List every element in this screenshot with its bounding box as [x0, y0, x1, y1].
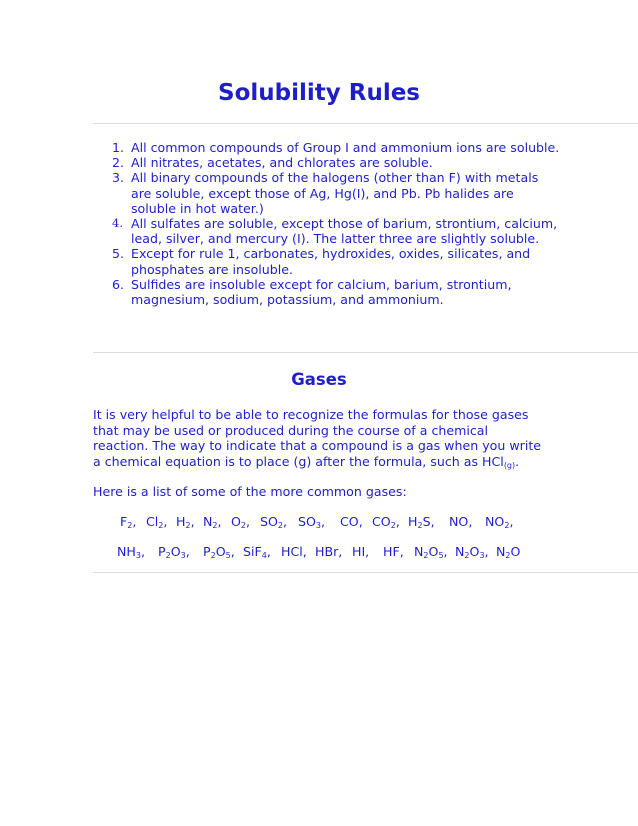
list-item-text: All sulfates are soluble, except those of barium, strontium, calcium, lead, silver, and mercury (I). The latter three are slightly soluble. — [131, 216, 558, 247]
gas-formula: CO, — [340, 514, 363, 529]
list-item-text: Sulfides are insoluble except for calcium, barium, strontium, magnesium, sodium, potassium, and ammonium. — [131, 276, 512, 308]
gas-formula: $CO_2$, — [372, 514, 400, 530]
list-item — [112, 216, 562, 246]
gases-intro-end: . — [515, 453, 520, 469]
gas-formula: HBr, — [315, 544, 343, 559]
gas-formula: HI, — [352, 544, 370, 559]
list-item — [112, 246, 562, 276]
list-item — [112, 155, 562, 170]
gas-formula: $N_2O$ — [496, 544, 521, 560]
gases-heading: Gases — [291, 370, 347, 389]
gas-formula: HCl, — [281, 544, 307, 559]
gas-formula: $P_2O_5$, — [203, 544, 235, 560]
gas-formula: $Cl_2$, — [146, 514, 168, 530]
list-item-text: All common compounds of Group I and ammonium ions are soluble. — [131, 140, 560, 155]
gas-formula: NO, — [449, 514, 473, 529]
gas-formula: $SO_2$, — [260, 514, 288, 530]
gas-formula: $N_2O_3$, — [455, 544, 489, 560]
divider-top — [93, 123, 638, 124]
gas-state-subscript: (g) — [503, 460, 516, 470]
list-item — [112, 170, 562, 216]
list-item-number: 1. — [112, 140, 125, 155]
list-item — [112, 277, 562, 307]
gases-intro-text: It is very helpful to be able to recognize the formulas for those gases that may be used or produced during the course of a chemical reaction. The way to indicate that a compound is a gas when you write a chemical equation is to place (g) after the formula, such as HCl — [93, 407, 542, 469]
list-item-text: Except for rule 1, carbonates, hydroxides, oxides, silicates, and phosphates are insoluble. — [131, 246, 531, 277]
gas-formula: $H_2$, — [176, 514, 195, 530]
gas-formula: $N_2$, — [203, 514, 222, 530]
list-item — [112, 140, 562, 155]
gases-list-intro: Here is a list of some of the more common gases: — [93, 484, 407, 499]
list-item-number: 5. — [112, 246, 125, 262]
gas-formula: $F_2$, — [120, 514, 137, 530]
list-item-number: 2. — [112, 155, 125, 171]
gas-formula: $NH_3$, — [117, 544, 145, 560]
list-item-number: 4. — [112, 216, 123, 231]
divider-middle — [93, 352, 638, 353]
list-item-text: All nitrates, acetates, and chlorates are soluble. — [131, 155, 433, 171]
list-item-number: 6. — [112, 276, 125, 292]
gas-formula: $P_2O_3$, — [158, 544, 190, 560]
gas-formula: $SO_3$, — [298, 514, 326, 530]
gas-formula: $H_2S$, — [408, 514, 435, 530]
gas-formula: HF, — [383, 544, 404, 559]
gas-formula: SiF$_4$, — [243, 544, 271, 560]
gas-formula: $N_2O_5$, — [414, 544, 448, 560]
divider-bottom — [93, 572, 638, 573]
list-item-number: 3. — [112, 170, 125, 186]
gases-intro-paragraph — [93, 407, 543, 469]
page-title: Solubility Rules — [218, 80, 420, 106]
list-item-text: All binary compounds of the halogens (other than F) with metals are soluble, except those of Ag, Hg(I), and Pb. Pb halides are soluble in hot water.) — [131, 170, 539, 216]
gas-formula: $NO_2$, — [485, 514, 514, 530]
solubility-rules-list — [112, 140, 562, 307]
gas-formula: $O_2$, — [231, 514, 251, 530]
